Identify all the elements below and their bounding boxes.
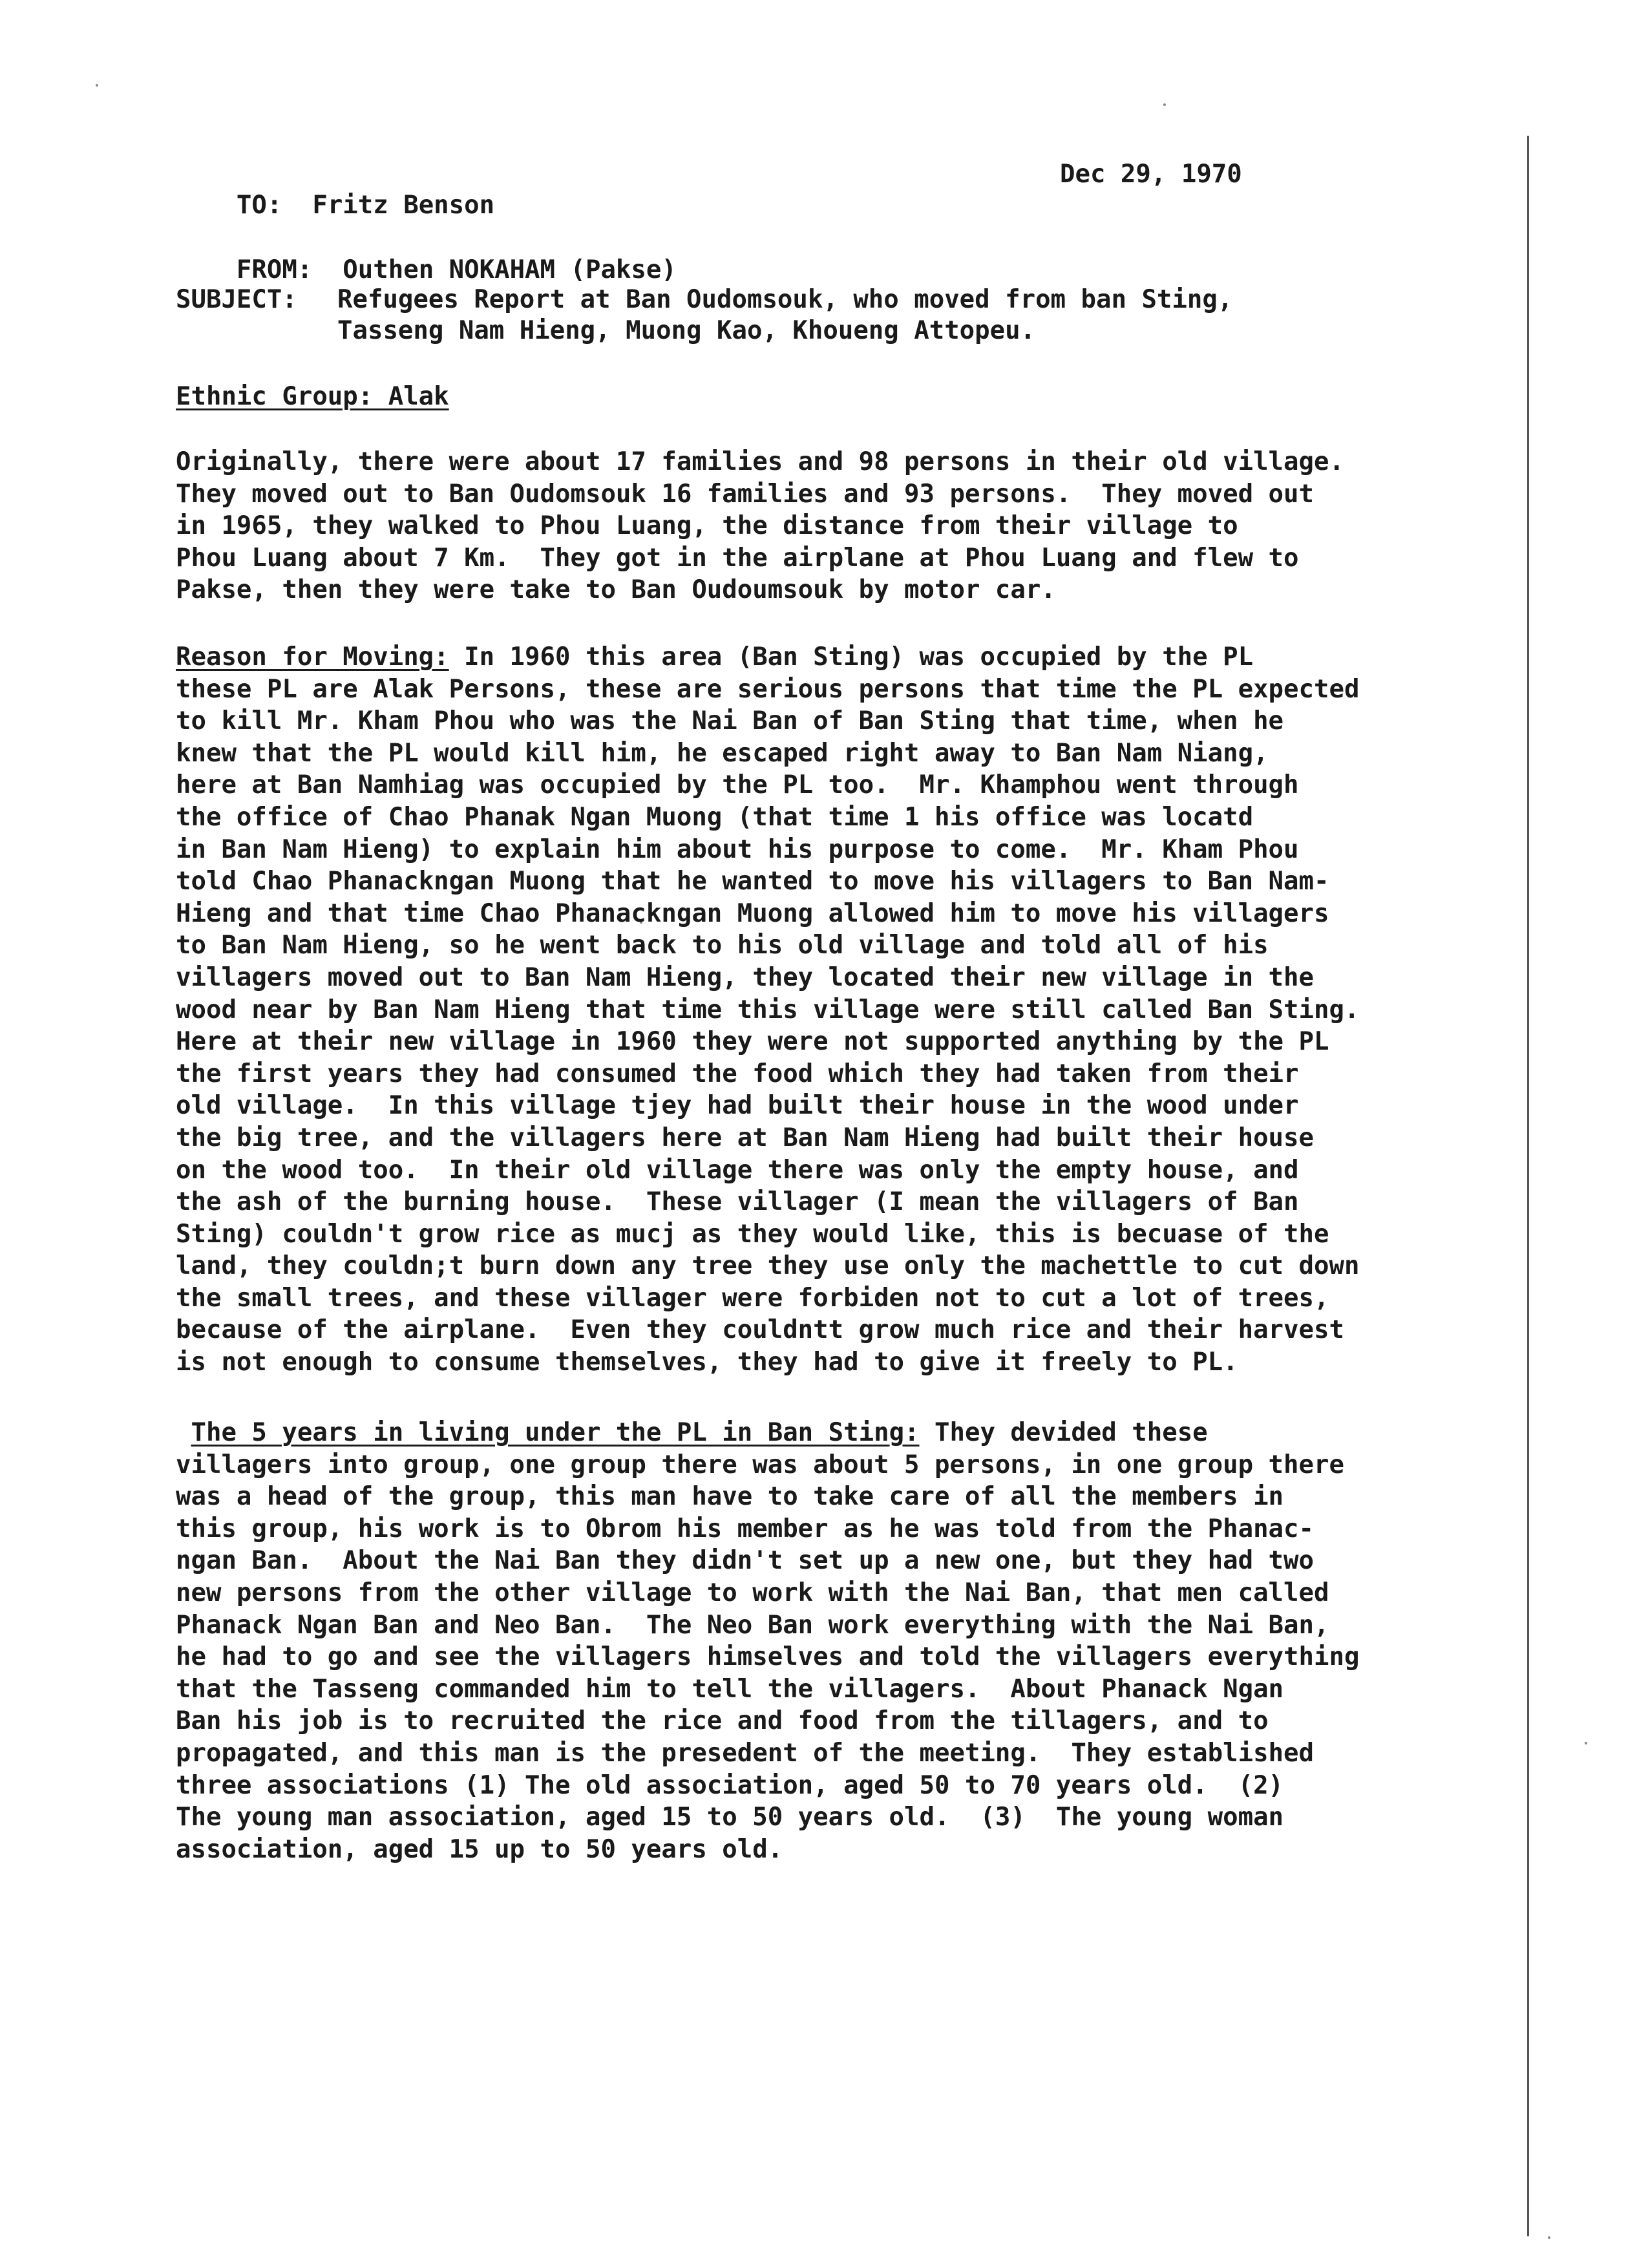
paragraph-line: villagers into group, one group there was about 5 persons, in one group there (176, 1450, 1344, 1479)
from-name: Outhen NOKAHAM (Pakse) (343, 255, 677, 284)
paragraph-line: was a head of the group, this man have to take care of all the members in (176, 1482, 1284, 1512)
paragraph-five-years (176, 1417, 1468, 1865)
reason-first-text: In 1960 this area (Ban Sting) was occupied by the PL (449, 642, 1254, 672)
subject-text (337, 284, 1468, 346)
paragraph-reason-for-moving (176, 641, 1468, 1379)
paragraph-line: the first years they had consumed the food which they had taken from their (176, 1059, 1299, 1088)
paragraph-line: propagated, and this man is the presedent of the meeting. They established (176, 1738, 1314, 1768)
subject-line: Tasseng Nam Hieng, Muong Kao, Khoueng Attopeu. (337, 316, 1036, 345)
paragraph-line: this group, his work is to Obrom his member as he was told from the Phanac- (176, 1514, 1314, 1543)
paragraph-origin (176, 446, 1468, 606)
paragraph-line: to Ban Nam Hieng, so he went back to his old village and told all of his (176, 931, 1269, 960)
paragraph-line: because of the airplane. Even they couldntt grow much rice and their harvest (176, 1315, 1344, 1345)
subject-line: Refugees Report at Ban Oudomsouk, who moved from ban Sting, (337, 285, 1233, 314)
to-name: Fritz Benson (312, 191, 495, 220)
paragraph-line: old village. In this village tjey had built their house in the wood under (176, 1091, 1299, 1121)
paragraph-line: in Ban Nam Hieng) to explain him about his purpose to come. Mr. Kham Phou (176, 834, 1299, 864)
paragraph-line: the small trees, and these villager were forbiden not to cut a lot of trees, (176, 1283, 1329, 1313)
paragraph-line: here at Ban Namhiag was occupied by the PL too. Mr. Khamphou went through (176, 770, 1299, 800)
paragraph-first-line (176, 641, 1468, 673)
paragraph-line: that the Tasseng commanded him to tell the villagers. About Phanack Ngan (176, 1674, 1284, 1704)
memo-date: Dec 29, 1970 (1060, 160, 1242, 189)
paragraph-line: these PL are Alak Persons, these are serious persons that time the PL expected (176, 674, 1360, 704)
paragraph-line: in 1965, they walked to Phou Luang, the distance from their village to (176, 511, 1238, 541)
paragraph-line: wood near by Ban Nam Hieng that time this village were still called Ban Sting. (176, 995, 1360, 1024)
paragraph-line: the office of Chao Phanak Ngan Muong (that time 1 his office was locatd (176, 802, 1254, 832)
paragraph-line: the big tree, and the villagers here at Ban Nam Hieng had built their house (176, 1123, 1314, 1152)
paragraph-line: the ash of the burning house. These villager (I mean the villagers of Ban (176, 1187, 1299, 1217)
paragraph-line: They moved out to Ban Oudomsouk 16 families and 93 persons. They moved out (176, 479, 1314, 509)
paragraph-line: three associations (1) The old association, aged 50 to 70 years old. (2) (176, 1770, 1284, 1800)
paragraph-line: to kill Mr. Kham Phou who was the Nai Ban of Ban Sting that time, when he (176, 706, 1284, 736)
paragraph-line: told Chao Phanackngan Muong that he wanted to move his villagers to Ban Nam- (176, 867, 1329, 896)
paragraph-line: Hieng and that time Chao Phanackngan Muong allowed him to move his villagers (176, 898, 1329, 928)
five-years-heading: The 5 years in living under the PL in Ban Sting: (191, 1418, 920, 1447)
paragraph-line: The young man association, aged 15 to 50 years old. (3) The young woman (176, 1803, 1284, 1832)
paragraph-first-line (176, 1417, 1468, 1449)
to-label: TO: (236, 191, 282, 220)
paragraph-line: association, aged 15 up to 50 years old. (176, 1834, 783, 1864)
subject-label: SUBJECT: (176, 285, 297, 314)
paragraph-line: Phanack Ngan Ban and Neo Ban. The Neo Ban work everything with the Nai Ban, (176, 1610, 1329, 1640)
paragraph-line: land, they couldn;t burn down any tree they use only the machettle to cut down (176, 1251, 1360, 1281)
ethnic-group-heading: Ethnic Group: Alak (176, 382, 449, 411)
paragraph-line: ngan Ban. About the Nai Ban they didn't set up a new one, but they had two (176, 1546, 1314, 1576)
paragraph-line: new persons from the other village to work with the Nai Ban, that men called (176, 1578, 1329, 1607)
paragraph-line: Here at their new village in 1960 they were not supported anything by the PL (176, 1027, 1329, 1057)
paragraph-line: Phou Luang about 7 Km. They got in the airplane at Phou Luang and flew to (176, 543, 1299, 573)
from-label: FROM: (236, 255, 313, 284)
reason-heading: Reason for Moving: (176, 642, 449, 672)
paragraph-line: Originally, there were about 17 families and 98 persons in their old village. (176, 447, 1344, 476)
paragraph-line: Sting) couldn't grow rice as mucj as they would like, this is becuase of the (176, 1219, 1329, 1249)
paragraph-line: Ban his job is to recruited the rice and food from the tillagers, and to (176, 1706, 1269, 1736)
paragraph-line: villagers moved out to Ban Nam Hieng, they located their new village in the (176, 962, 1314, 992)
paragraph-line: Pakse, then they were take to Ban Oudoumsouk by motor car. (176, 575, 1056, 605)
five-years-first-text: They devided these (919, 1418, 1208, 1447)
page-edge-rule (1527, 136, 1529, 2236)
paragraph-line: he had to go and see the villagers himselves and told the villagers everything (176, 1642, 1360, 1672)
paragraph-line: knew that the PL would kill him, he escaped right away to Ban Nam Niang, (176, 738, 1269, 768)
paragraph-line: is not enough to consume themselves, they had to give it freely to PL. (176, 1348, 1238, 1377)
paragraph-line: on the wood too. In their old village there was only the empty house, and (176, 1155, 1299, 1185)
